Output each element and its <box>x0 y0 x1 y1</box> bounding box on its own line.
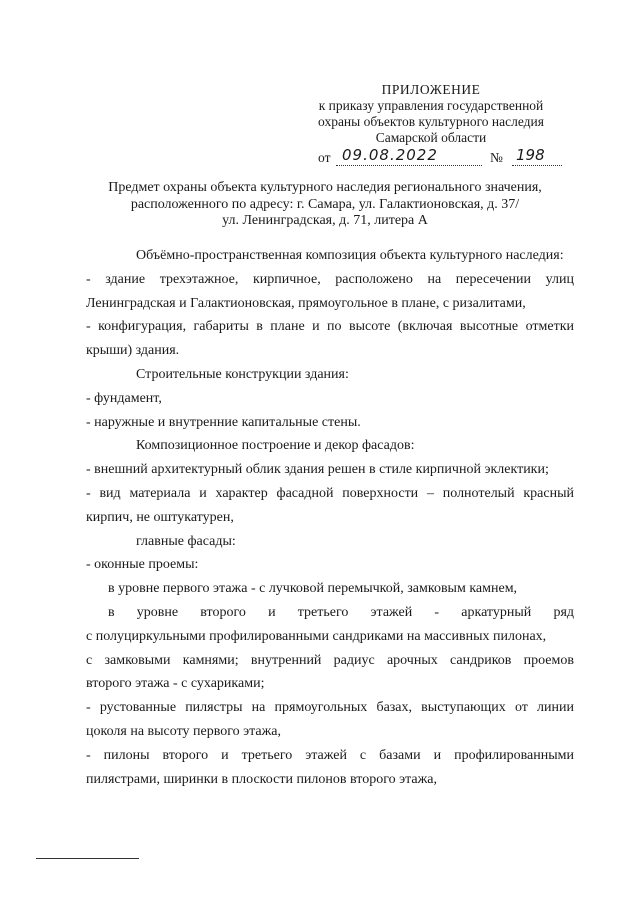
subsection-main-facades: главные фасады: <box>136 533 236 549</box>
appendix-line-1: к приказу управления государственной <box>318 98 544 113</box>
body-line: - оконные проемы: <box>86 557 199 573</box>
date-prefix: от <box>318 150 331 165</box>
body-line: - конфигурация, габариты в плане и по высоте (включая высотные отметки <box>86 319 574 335</box>
body-line: Ленинградская и Галактионовская, прямоугольное в плане, с ризалитами, <box>86 295 526 311</box>
order-date-number-line <box>318 146 568 168</box>
appendix-title: ПРИЛОЖЕНИЕ <box>381 82 481 97</box>
body-line: с замковыми камнями; внутренний радиус арочных сандриков проемов <box>86 652 574 668</box>
body-line: с полуциркульными профилированными сандриками на массивных пилонах, <box>86 628 547 644</box>
body-line: - наружные и внутренние капитальные стены. <box>86 414 361 430</box>
body-line: в уровне второго и третьего этажей - аркатурный ряд <box>108 604 574 620</box>
section-heading-structures: Строительные конструкции здания: <box>136 366 349 382</box>
body-line: - здание трехэтажное, кирпичное, расположено на пересечении улиц <box>86 271 574 287</box>
subject-line-3: ул. Ленинградская, д. 71, литера А <box>222 213 428 228</box>
subject-line-1: Предмет охраны объекта культурного наследия регионального значения, <box>108 180 542 195</box>
appendix-line-2: охраны объектов культурного наследия <box>318 114 544 129</box>
subject-line-2: расположенного по адресу: г. Самара, ул. Галактионовская, д. 37/ <box>130 196 520 212</box>
body-line: цоколя на высоту первого этажа, <box>86 723 282 739</box>
handwritten-date: 09.08.2022 <box>336 146 482 166</box>
subject-heading <box>80 180 570 230</box>
handwritten-number: 198 <box>512 146 562 166</box>
body-line: - вид материала и характер фасадной поверхности – полнотелый красный <box>86 485 574 501</box>
number-prefix: № <box>490 150 503 165</box>
footnote-separator <box>36 858 139 859</box>
body-line: - внешний архитектурный облик здания решен в стиле кирпичной эклектики; <box>86 462 549 478</box>
body-line: - фундамент, <box>86 390 162 406</box>
appendix-line-3: Самарской области <box>375 130 487 145</box>
body-line: кирпич, не оштукатурен, <box>86 509 234 525</box>
section-heading-facades: Композиционное построение и декор фасадов: <box>136 438 415 454</box>
body-line: крыши) здания. <box>86 343 180 359</box>
body-line: второго этажа - с сухариками; <box>86 676 265 692</box>
body-line: - пилоны второго и третьего этажей с базами и профилированными <box>86 747 574 763</box>
body-line: - рустованные пилястры на прямоугольных базах, выступающих от линии <box>86 700 574 716</box>
body-line: в уровне первого этажа - с лучковой перемычкой, замковым камнем, <box>108 581 518 597</box>
body-line: пилястрами, ширинки в плоскости пилонов второго этажа, <box>86 771 438 787</box>
document-body <box>86 244 574 791</box>
appendix-header <box>300 82 562 146</box>
section-heading-volume: Объёмно-пространственная композиция объекта культурного наследия: <box>136 248 564 263</box>
